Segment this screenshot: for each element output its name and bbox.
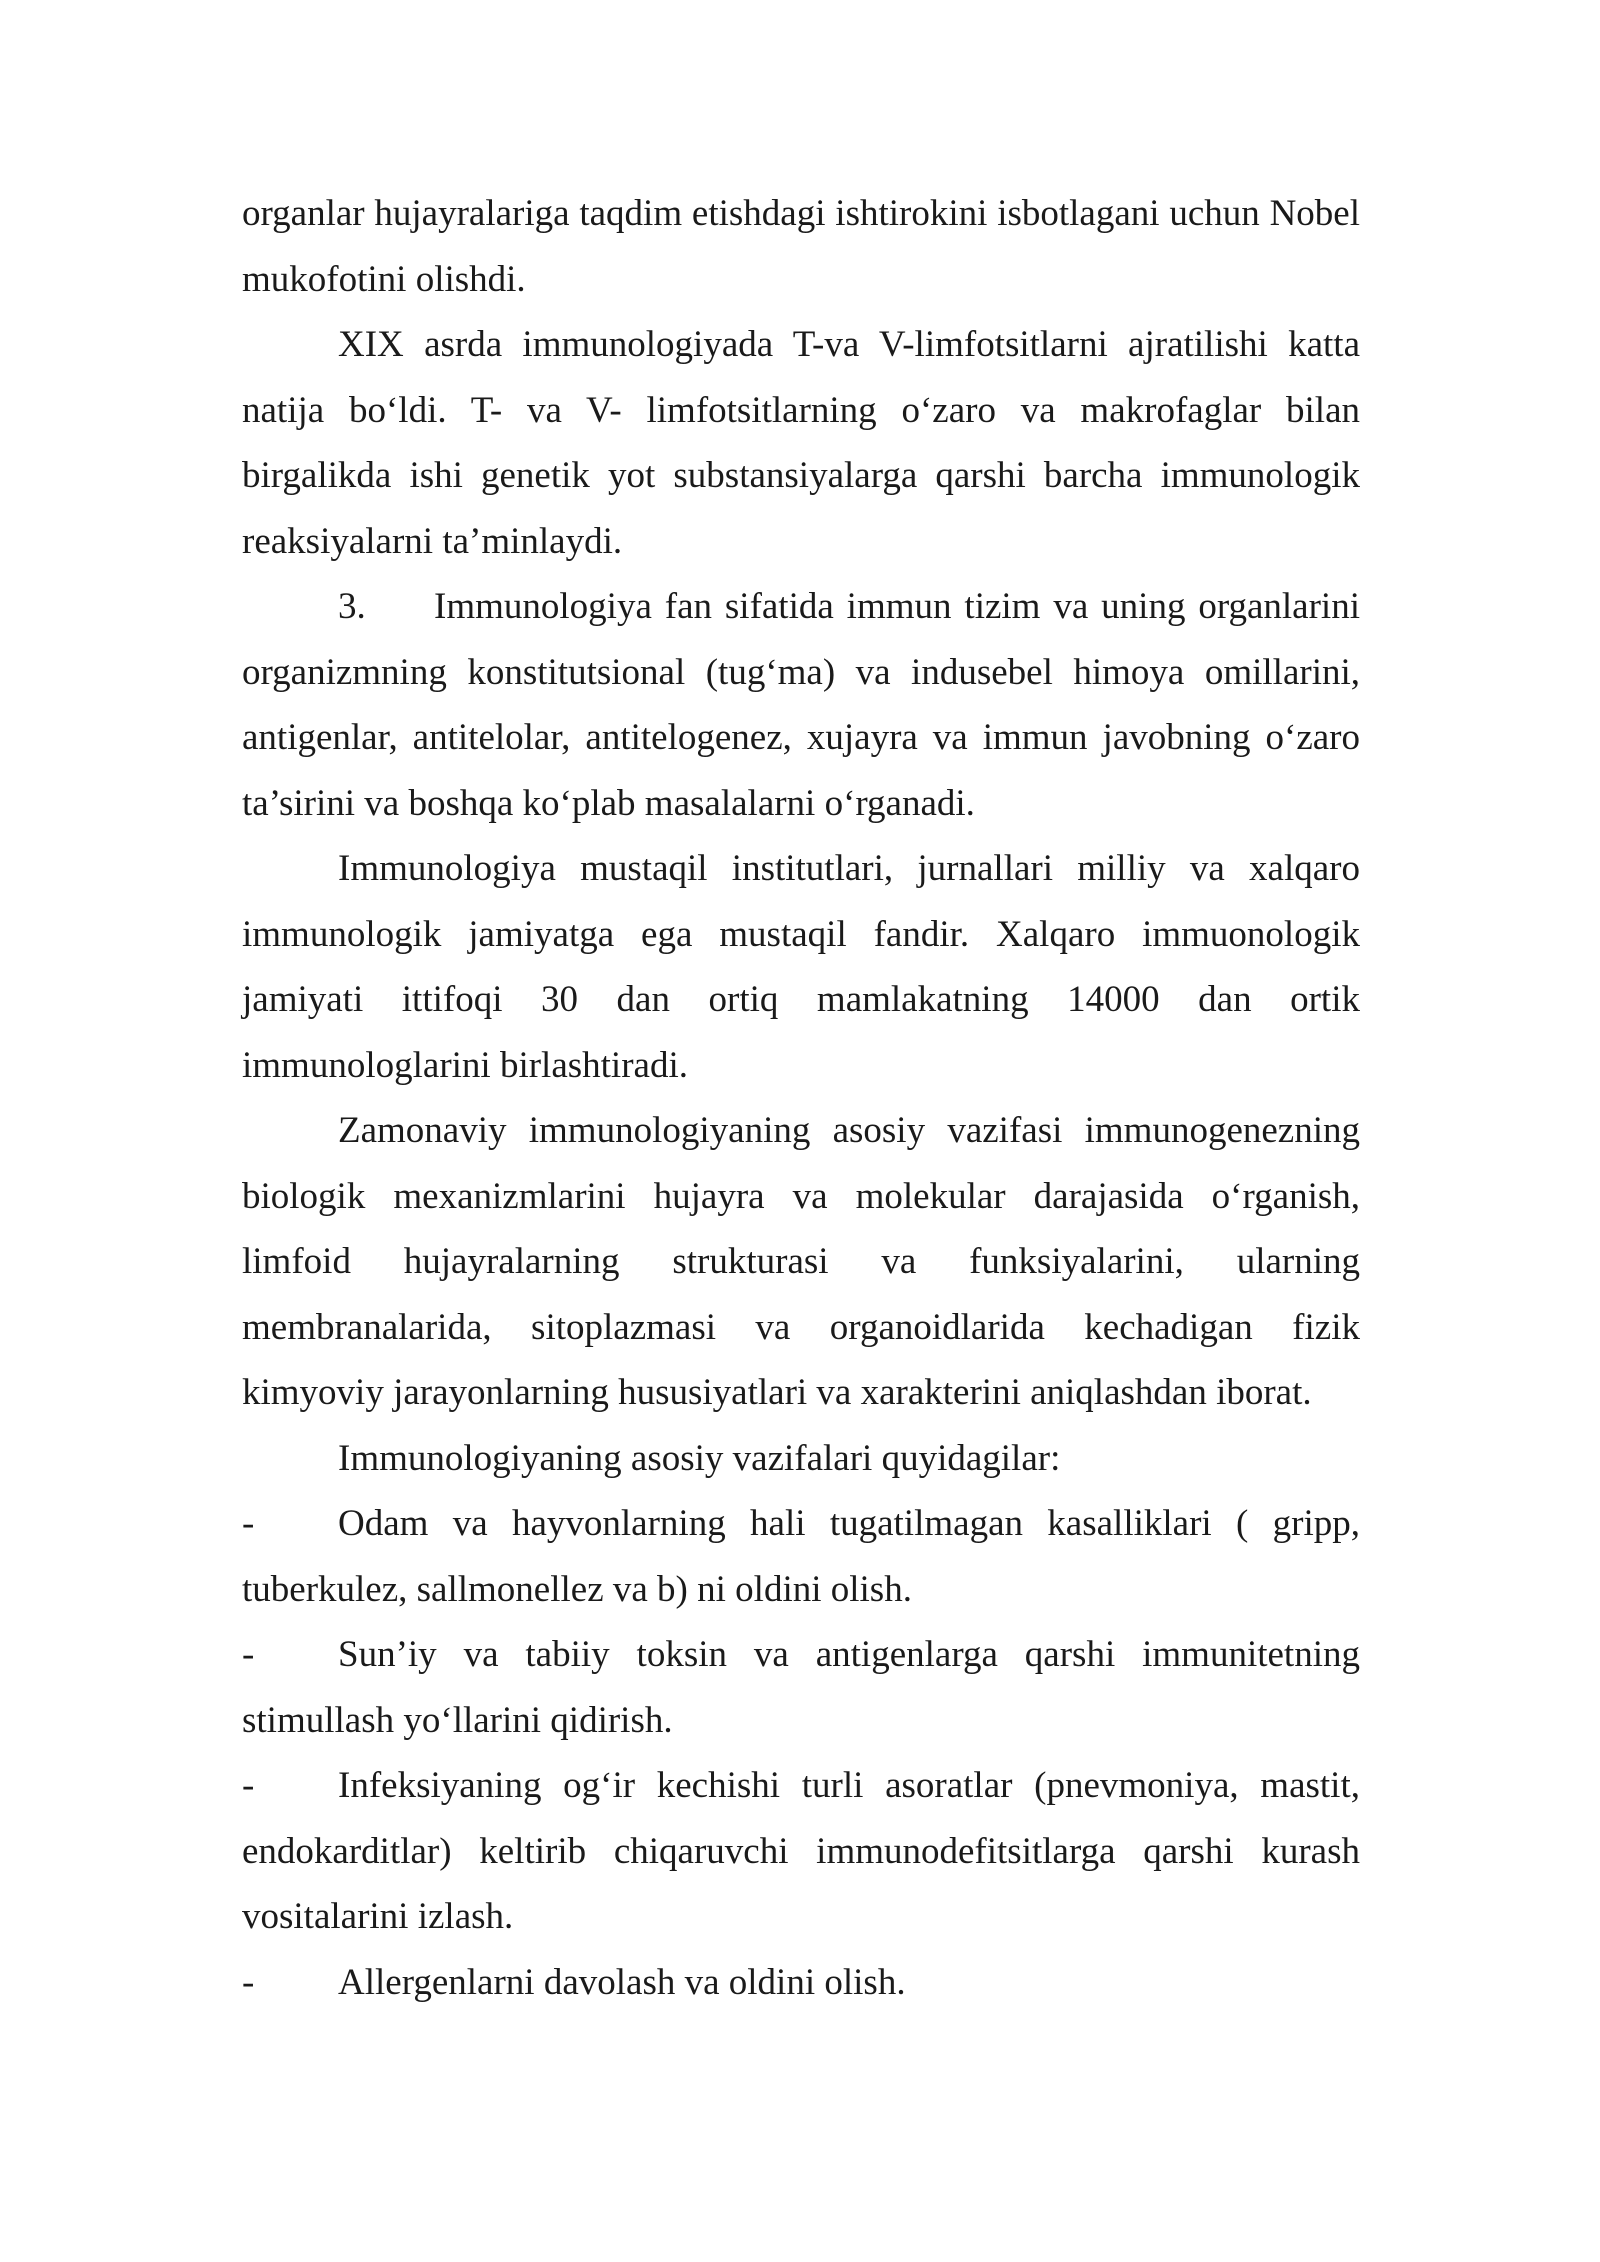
list-marker: - <box>242 1961 255 2003</box>
paragraph-lymphocytes: XIX asrda immunologiyada T-va V-limfotsitlarni ajratilishi katta natija bo‘ldi. T- va V- limfotsitlarning o‘zaro va makrofaglar bilan birgalikda ishi genetik yot substansiyalarga qarshi barcha immunologik reaksiyalarni ta’minlaydi. <box>242 324 1360 562</box>
list-item <box>242 1753 1360 1950</box>
list-marker: - <box>242 1634 255 1675</box>
paragraph-modern-task: Zamonaviy immunologiyaning asosiy vazifasi immunogenezning biologik mexanizmlarini hujayra va molekular darajasida o‘rganish, limfoid hujayralarning strukturasi va funksiyalarini, ularning membranalarida, sitoplazmasi va organoidlarida kechadigan fizik kimyoviy jarayonlarning hususiyatlari va xarakterini aniqlashdan iborat. <box>242 1110 1360 1413</box>
list-item-text: Odam va hayvonlarning hali tugatilmagan kasalliklari ( gripp, tuberkulez, sallmonellez va b) ni oldini olish. <box>242 1503 1360 1610</box>
paragraph-institutes: Immunologiya mustaqil institutlari, jurnallari milliy va xalqaro immunologik jamiyatga ega mustaqil fandir. Xalqaro immuonologik jamiyati ittifoqi 30 dan ortiq mamlakatning 14000 dan ortik immunologlarini birlashtiradi. <box>242 848 1360 1086</box>
list-item-text: Infeksiyaning og‘ir kechishi turli asoratlar (pnevmoniya, mastit, endokarditlar) keltirib chiqaruvchi immunodefitsitlarga qarshi kurash vositalarini izlash. <box>242 1765 1360 1937</box>
paragraph-numbered-3 <box>242 574 1360 836</box>
list-marker: - <box>242 1503 255 1544</box>
document-page <box>242 181 1360 2015</box>
paragraph-tasks-intro: Immunologiyaning asosiy vazifalari quyidagilar: <box>338 1437 1061 1479</box>
list-item <box>242 1622 1360 1753</box>
list-item <box>242 1950 1360 2016</box>
paragraph-nobel: organlar hujayralariga taqdim etishdagi ishtirokini isbotlagani uchun Nobel mukofotini olishdi. <box>242 193 1360 300</box>
list-marker: - <box>242 1765 255 1806</box>
list-item-text: Sun’iy va tabiiy toksin va antigenlarga qarshi immunitetning stimullash yo‘llarini qidirish. <box>242 1634 1360 1741</box>
list-item <box>242 1491 1360 1622</box>
paragraph-number: 3. <box>338 586 366 627</box>
list-item-text: Allergenlarni davolash va oldini olish. <box>338 1961 906 2003</box>
paragraph-immunology-definition: Immunologiya fan sifatida immun tizim va uning organlarini organizmning konstitutsional (tug‘ma) va indusebel himoya omillarini, antigenlar, antitelolar, antitelogenez, xujayra va immun javobning o‘zaro ta’sirini va boshqa ko‘plab masalalarni o‘rganadi. <box>242 586 1360 824</box>
